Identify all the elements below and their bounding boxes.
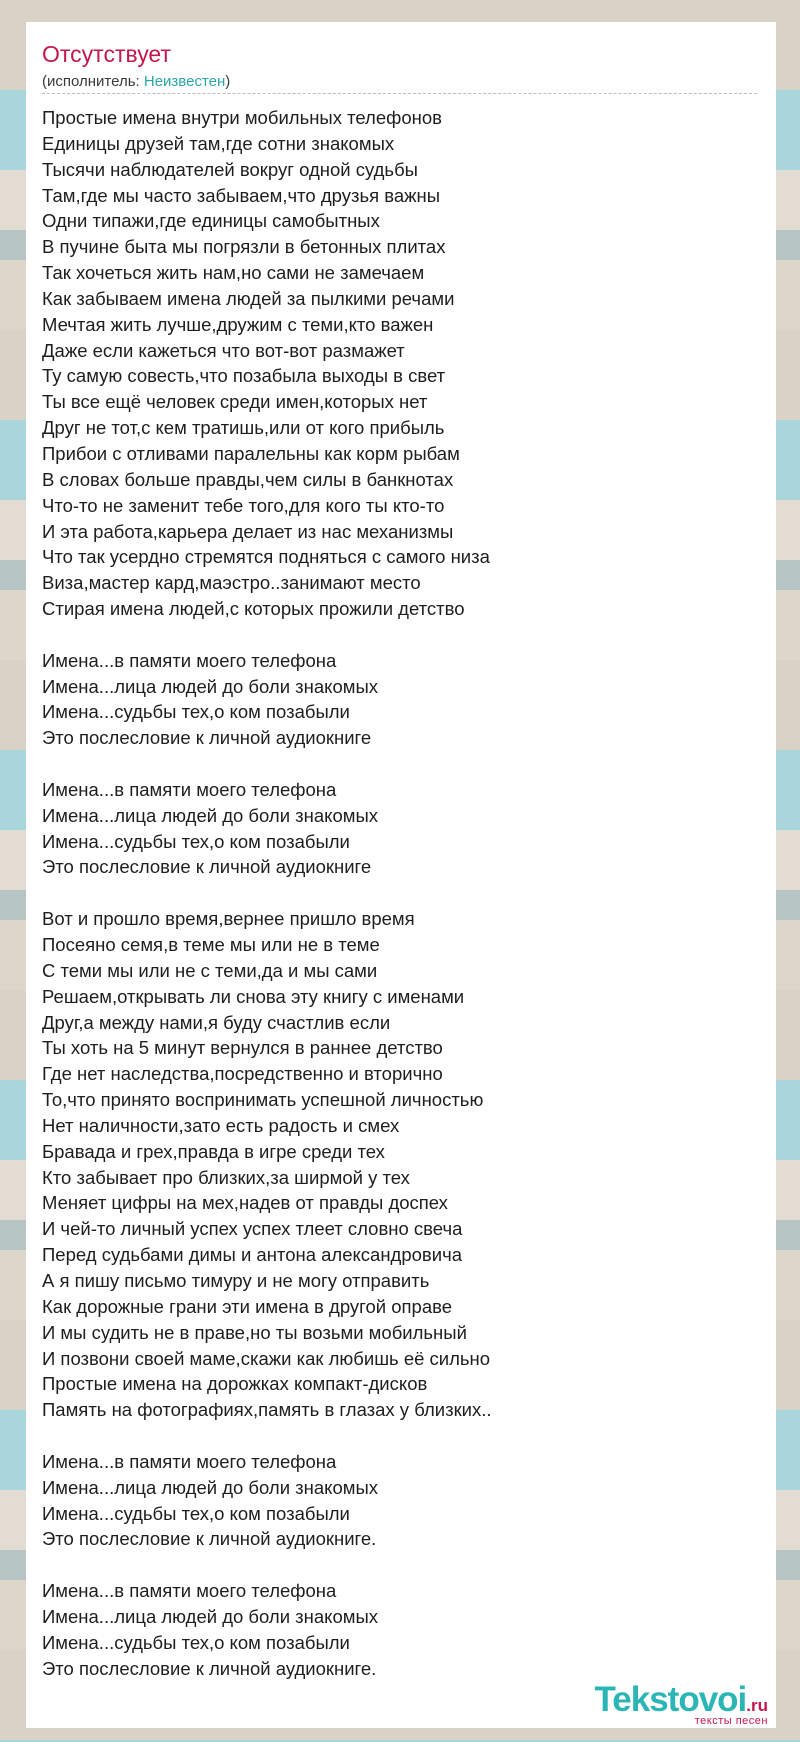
lyric-line: Ту самую совесть,что позабыла выходы в свет [42, 365, 446, 387]
lyric-line: Тысячи наблюдателей вокруг одной судьбы [42, 158, 418, 180]
logo-wordmark [594, 1682, 768, 1717]
lyric-line: А я пишу письмо тимуру и не могу отправить [42, 1269, 430, 1291]
lyric-line: Имена...в памяти моего телефона [42, 1450, 337, 1472]
lyric-line: Имена...судьбы тех,о ком позабыли [42, 701, 350, 723]
lyric-line: Ты все ещё человек среди имен,которых нет [42, 391, 428, 413]
lyric-line: Что так усердно стремятся подняться с самого низа [42, 546, 490, 568]
lyric-line: Это послесловие к личной аудиокниге [42, 727, 372, 749]
lyric-line: Мечтая жить лучше,дружим с теми,кто важен [42, 313, 434, 335]
lyrics-text [42, 105, 757, 1681]
lyric-line: Как забываем имена людей за пылкими речами [42, 287, 455, 309]
lyric-line: Виза,мастер кард,маэстро..занимают место [42, 572, 421, 594]
lyric-line: Друг не тот,с кем тратишь,или от кого прибыль [42, 417, 445, 439]
stanza-break [42, 880, 757, 906]
lyric-line: Что-то не заменит тебе того,для кого ты кто-то [42, 494, 445, 516]
stanza-break [42, 1552, 757, 1578]
lyric-line: И эта работа,карьера делает из нас механизмы [42, 520, 454, 542]
lyric-line: Имена...лица людей до боли знакомых [42, 804, 379, 826]
lyric-line: Где нет наследства,посредственно и вторично [42, 1063, 443, 1085]
lyric-line: Имена...судьбы тех,о ком позабыли [42, 1502, 350, 1524]
logo-name: Tekstovoi [594, 1680, 747, 1719]
lyric-line: Там,где мы часто забываем,что друзья важны [42, 184, 441, 206]
lyric-line: Вот и прошло время,вернее пришло время [42, 908, 415, 930]
performer-line [42, 74, 230, 89]
lyric-line: Имена...лица людей до боли знакомых [42, 1476, 379, 1498]
lyric-line: Имена...судьбы тех,о ком позабыли [42, 830, 350, 852]
lyric-line: Это послесловие к личной аудиокниге [42, 856, 372, 878]
lyric-line: Единицы друзей там,где сотни знакомых [42, 132, 395, 154]
lyrics-card [26, 22, 776, 1728]
lyric-line: Имена...лица людей до боли знакомых [42, 1605, 379, 1627]
performer-label: (исполнитель: [42, 73, 144, 90]
lyric-line: Это послесловие к личной аудиокниге. [42, 1657, 377, 1679]
lyric-line: И мы судить не в праве,но ты возьми мобильный [42, 1321, 467, 1343]
lyric-line: Друг,а между нами,я буду счастлив если [42, 1011, 391, 1033]
lyric-line: Имена...в памяти моего телефона [42, 1580, 337, 1602]
lyric-line: Даже если кажеться что вот-вот размажет [42, 339, 405, 361]
lyric-line: Одни типажи,где единицы самобытных [42, 210, 380, 232]
lyric-line: Ты хоть на 5 минут вернулся в раннее детство [42, 1037, 443, 1059]
lyric-line: Стирая имена людей,с которых прожили детство [42, 598, 465, 620]
lyric-line: Так хочеться жить нам,но сами не замечаем [42, 262, 425, 284]
lyric-line: И чей-то личный успех успех тлеет словно свеча [42, 1218, 463, 1240]
lyric-line: Простые имена внутри мобильных телефонов [42, 107, 442, 128]
lyric-line: Имена...в памяти моего телефона [42, 778, 337, 800]
lyric-line: Это послесловие к личной аудиокниге. [42, 1528, 377, 1550]
logo-tagline: тексты песен [694, 1715, 768, 1727]
lyric-line: Имена...лица людей до боли знакомых [42, 675, 379, 697]
lyric-line: В пучине быта мы погрязли в бетонных плитах [42, 236, 446, 258]
lyric-line: Имена...судьбы тех,о ком позабыли [42, 1631, 350, 1653]
lyric-line: Имена...в памяти моего телефона [42, 649, 337, 671]
lyric-line: Память на фотографиях,память в глазах у близких.. [42, 1399, 492, 1421]
performer-link[interactable]: Неизвестен [143, 73, 226, 90]
lyric-line: Посеяно семя,в теме мы или не в теме [42, 934, 380, 955]
lyric-line: Меняет цифры на мех,надев от правды доспех [42, 1192, 448, 1214]
lyric-line: С теми мы или не с теми,да и мы сами [42, 959, 378, 981]
lyric-line: Бравада и грех,правда в игре среди тех [42, 1140, 385, 1162]
lyric-line: Нет наличности,зато есть радость и смех [42, 1114, 400, 1136]
header-divider [42, 93, 757, 94]
lyric-line: Как дорожные грани эти имена в другой оправе [42, 1295, 453, 1317]
lyric-line: Перед судьбами димы и антона александровича [42, 1244, 463, 1266]
stanza-break [42, 1423, 757, 1449]
song-title: Отсутствует [42, 41, 171, 67]
site-logo[interactable] [568, 1682, 768, 1726]
lyric-line: И позвони своей маме,скажи как любишь её сильно [42, 1347, 491, 1369]
lyric-line: Прибои с отливами паралельны как корм рыбам [42, 442, 460, 464]
performer-close: ) [225, 73, 231, 90]
stanza-break [42, 751, 757, 777]
lyric-line: То,что принято воспринимать успешной личностью [42, 1089, 484, 1111]
lyric-line: В словах больше правды,чем силы в банкнотах [42, 468, 454, 490]
lyric-line: Простые имена на дорожках компакт-дисков [42, 1373, 428, 1395]
lyric-line: Кто забывает про близких,за ширмой у тех [42, 1166, 410, 1188]
lyric-line: Решаем,открывать ли снова эту книгу с именами [42, 985, 465, 1007]
logo-tld: .ru [746, 1696, 768, 1715]
stanza-break [42, 622, 757, 648]
